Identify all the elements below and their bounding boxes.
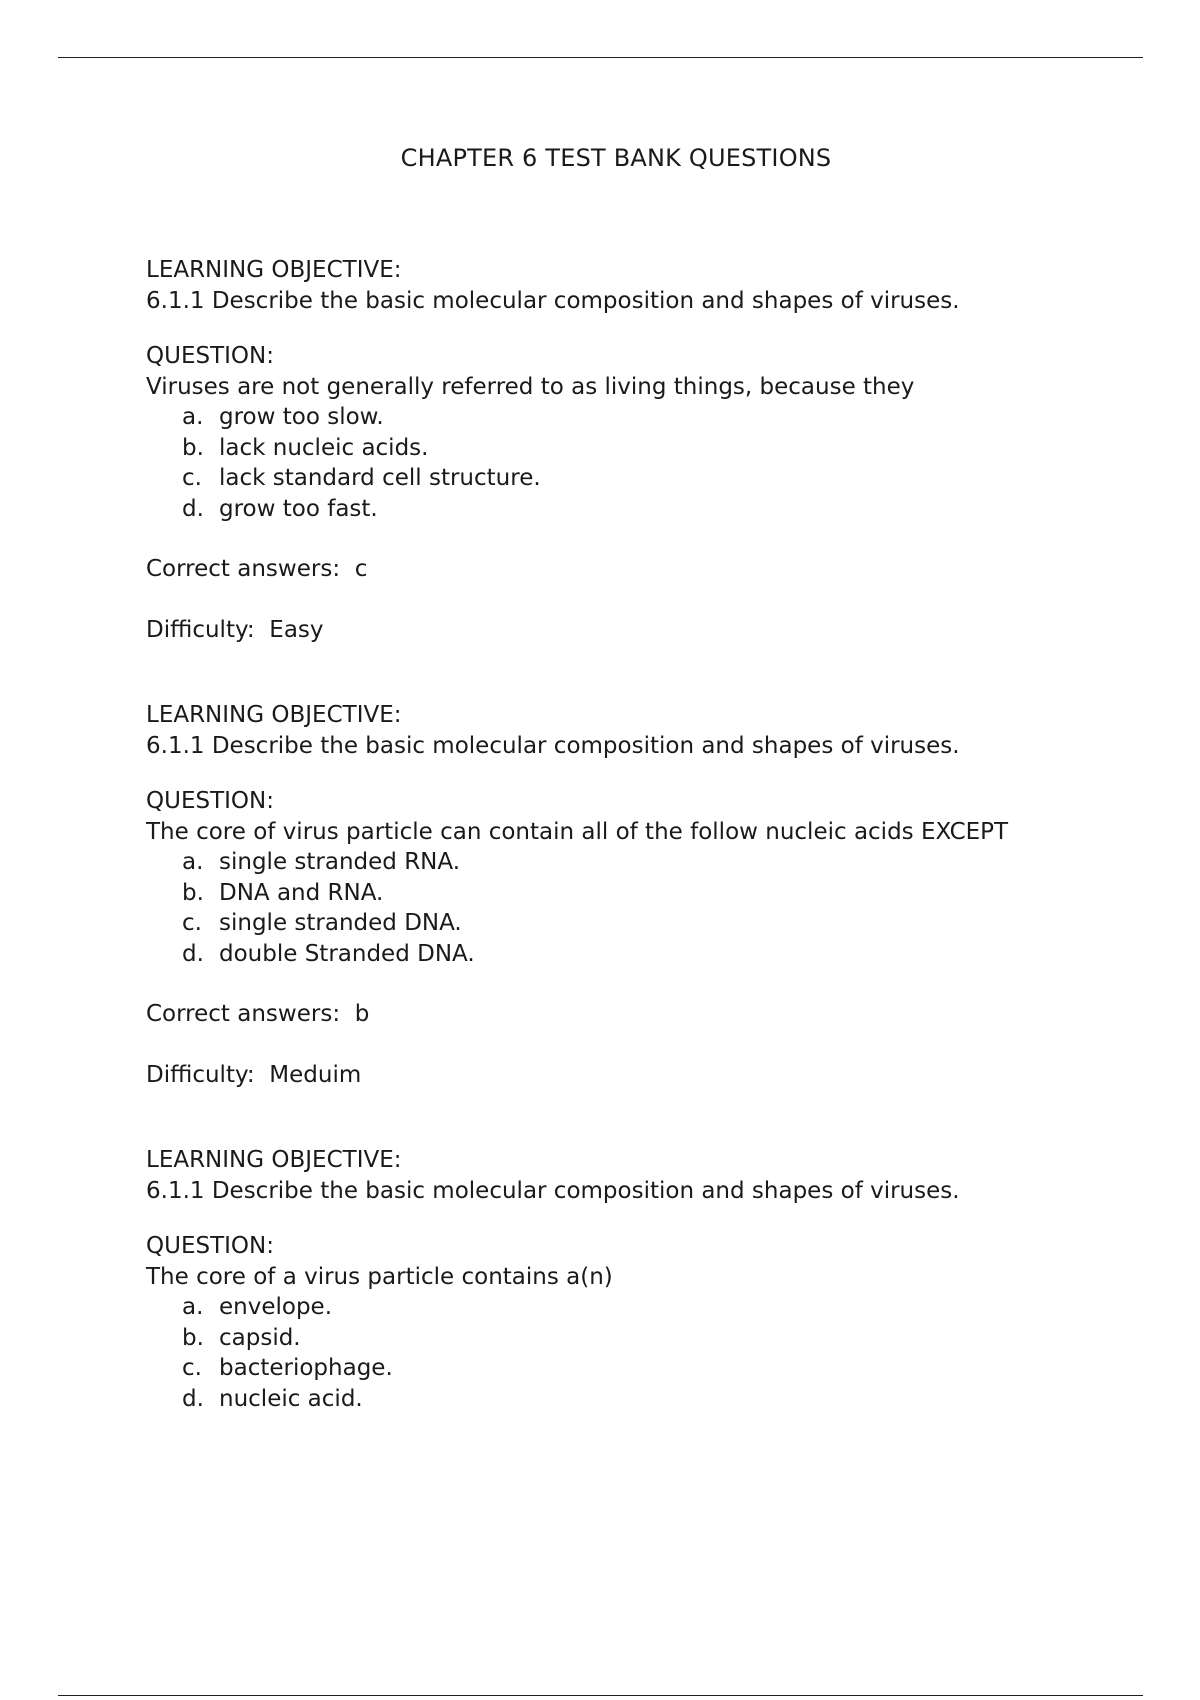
question-block	[146, 255, 1146, 645]
option-text: capsid.	[219, 1324, 301, 1351]
option-letter: a.	[182, 1294, 204, 1320]
answer-option	[182, 433, 1146, 464]
learning-objective-label: LEARNING OBJECTIVE:	[146, 702, 402, 728]
question-stem: The core of a virus particle contains a(n)	[146, 1263, 613, 1290]
answer-option	[182, 878, 1146, 909]
answer-options	[146, 847, 1146, 969]
difficulty-line	[146, 1060, 1146, 1091]
option-letter: c.	[182, 1355, 202, 1381]
question-stem: The core of virus particle can contain all of the follow nucleic acids EXCEPT	[146, 818, 1009, 845]
answer-option	[182, 1353, 1146, 1384]
difficulty-value: Meduim	[269, 1061, 362, 1088]
option-text: single stranded DNA.	[219, 910, 462, 936]
option-text: double Stranded DNA.	[219, 940, 475, 967]
option-letter: a.	[182, 849, 204, 875]
answer-option	[182, 494, 1146, 525]
question-stem: Viruses are not generally referred to as living things, because they	[146, 373, 915, 400]
bottom-rule	[58, 1695, 1143, 1696]
question-block	[146, 700, 1146, 1090]
answer-option	[182, 847, 1146, 878]
option-letter: d.	[182, 1385, 204, 1412]
option-letter: b.	[182, 434, 204, 461]
learning-objective-text: 6.1.1 Describe the basic molecular composition and shapes of viruses.	[146, 732, 960, 759]
correct-answer-value: c	[354, 556, 368, 582]
option-text: lack standard cell structure.	[219, 465, 541, 491]
option-letter: a.	[182, 404, 204, 430]
learning-objective-label: LEARNING OBJECTIVE:	[146, 1147, 402, 1173]
answer-option	[182, 402, 1146, 433]
difficulty-line	[146, 615, 1146, 646]
answer-option	[182, 939, 1146, 970]
option-text: nucleic acid.	[219, 1385, 363, 1412]
question-block	[146, 1145, 1146, 1414]
correct-answers-label: Correct answers:	[146, 1001, 341, 1027]
question-label: QUESTION:	[146, 788, 274, 814]
option-text: grow too fast.	[219, 495, 378, 522]
page-title: CHAPTER 6 TEST BANK QUESTIONS	[400, 144, 832, 172]
correct-answer-value: b	[354, 1001, 370, 1027]
option-text: envelope.	[219, 1294, 333, 1320]
difficulty-label: Difficulty:	[146, 616, 255, 643]
learning-objective-text: 6.1.1 Describe the basic molecular composition and shapes of viruses.	[146, 287, 960, 314]
option-letter: d.	[182, 940, 204, 967]
difficulty-label: Difficulty:	[146, 1061, 255, 1088]
question-list	[146, 255, 1146, 1414]
option-text: single stranded RNA.	[219, 849, 461, 875]
question-label: QUESTION:	[146, 1233, 274, 1259]
option-letter: b.	[182, 1324, 204, 1351]
option-letter: d.	[182, 495, 204, 522]
answer-options	[146, 402, 1146, 524]
answer-option	[182, 1292, 1146, 1323]
answer-option	[182, 908, 1146, 939]
learning-objective-label: LEARNING OBJECTIVE:	[146, 257, 402, 283]
difficulty-value: Easy	[269, 616, 324, 643]
question-label: QUESTION:	[146, 343, 274, 369]
answer-option	[182, 463, 1146, 494]
correct-answer-line	[146, 999, 1146, 1030]
option-text: bacteriophage.	[219, 1355, 393, 1381]
answer-option	[182, 1384, 1146, 1415]
option-letter: c.	[182, 465, 202, 491]
option-letter: b.	[182, 879, 204, 906]
option-text: lack nucleic acids.	[219, 434, 429, 461]
answer-option	[182, 1323, 1146, 1354]
option-letter: c.	[182, 910, 202, 936]
correct-answers-label: Correct answers:	[146, 556, 341, 582]
learning-objective-text: 6.1.1 Describe the basic molecular composition and shapes of viruses.	[146, 1177, 960, 1204]
correct-answer-line	[146, 554, 1146, 585]
option-text: DNA and RNA.	[219, 879, 384, 906]
answer-options	[146, 1292, 1146, 1414]
top-rule	[58, 57, 1143, 58]
option-text: grow too slow.	[219, 404, 384, 430]
